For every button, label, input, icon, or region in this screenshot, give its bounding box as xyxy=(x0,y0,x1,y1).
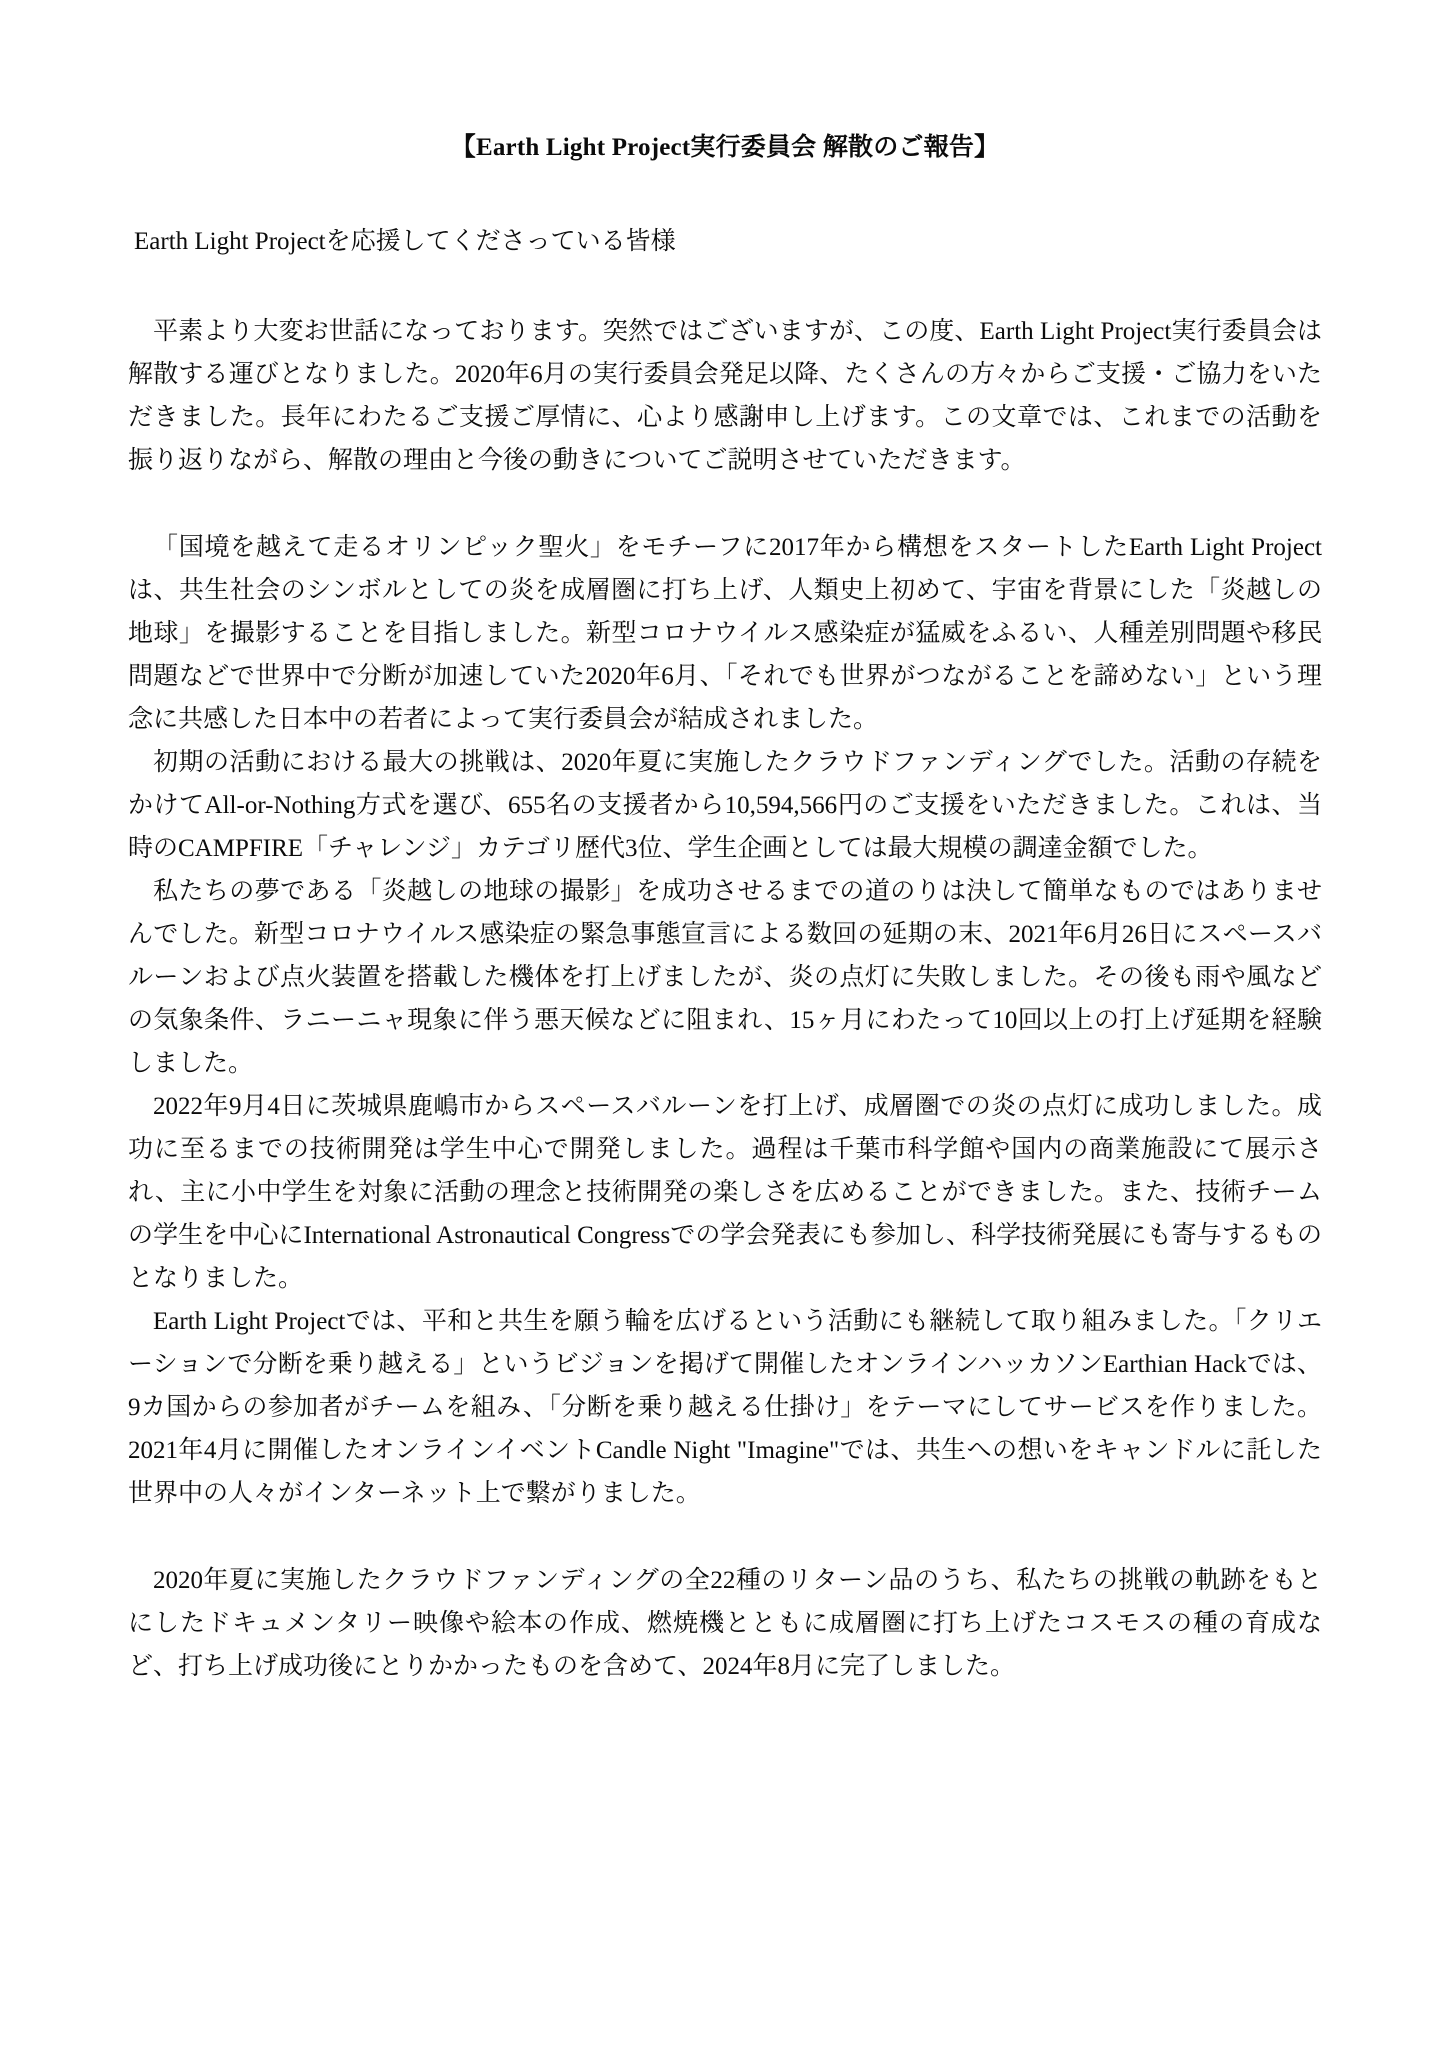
paragraph: 平素より大変お世話になっております。突然ではございますが、この度、Earth Light Project実行委員会は解散する運びとなりました。2020年6月の実行委員会発足以降、たくさんの方々からご支援・ご協力をいただきました。長年にわたるご支援ご厚情に、心より感謝申し上げます。この文章では、これまでの活動を振り返りながら、解散の理由と今後の動きについてご説明させていただきます。 xyxy=(128,317,1322,474)
paragraph: 2022年9月4日に茨城県鹿嶋市からスペースバルーンを打上げ、成層圏での炎の点灯に成功しました。成功に至るまでの技術開発は学生中心で開発しました。過程は千葉市科学館や国内の商業施設にて展示され、主に小中学生を対象に活動の理念と技術開発の楽しさを広めることができました。また、技術チームの学生を中心にInternational Astronautical Congressでの学会発表にも参加し、科学技術発展にも寄与するものとなりました。 xyxy=(128,1092,1322,1292)
page-title: 【Earth Light Project実行委員会 解散のご報告】 xyxy=(450,134,1000,161)
section-intro xyxy=(128,310,1322,482)
paragraph: 2020年夏に実施したクラウドファンディングの全22種のリターン品のうち、私たちの挑戦の軌跡をもとにしたドキュメンタリー映像や絵本の作成、燃焼機とともに成層圏に打ち上げたコスモスの種の育成など、打ち上げ成功後にとりかかったものを含めて、2024年8月に完了しました。 xyxy=(128,1566,1322,1680)
paragraph: Earth Light Projectでは、平和と共生を願う輪を広げるという活動にも継続して取り組みました。「クリエーションで分断を乗り越える」というビジョンを掲げて開催したオンラインハッカソンEarthian Hackでは、9カ国からの参加者がチームを組み、「分断を乗り越える仕掛け」をテーマにしてサービスを作りました。2021年4月に開催したオンラインイベントCandle Night "Imagine"では、共生への想いをキャンドルに託した世界中の人々がインターネット上で繋がりました。 xyxy=(128,1307,1322,1507)
paragraph: 「国境を越えて走るオリンピック聖火」をモチーフに2017年から構想をスタートしたEarth Light Projectは、共生社会のシンボルとしての炎を成層圏に打ち上げ、人類史上初めて、宇宙を背景にした「炎越しの地球」を撮影することを目指しました。新型コロナウイルス感染症が猛威をふるい、人種差別問題や移民問題などで世界中で分断が加速していた2020年6月、「それでも世界がつながることを諦めない」という理念に共感した日本中の若者によって実行委員会が結成されました。 xyxy=(128,533,1322,733)
salutation-line: Earth Light Projectを応援してくださっている皆様 xyxy=(134,228,676,255)
section-returns xyxy=(128,1559,1322,1688)
section-history xyxy=(128,526,1322,1515)
paragraph: 私たちの夢である「炎越しの地球の撮影」を成功させるまでの道のりは決して簡単なものではありませんでした。新型コロナウイルス感染症の緊急事態宣言による数回の延期の末、2021年6月26日にスペースバルーンおよび点火装置を搭載した機体を打上げましたが、炎の点灯に失敗しました。その後も雨や風などの気象条件、ラニーニャ現象に伴う悪天候などに阻まれ、15ヶ月にわたって10回以上の打上げ延期を経験しました。 xyxy=(128,877,1322,1077)
paragraph: 初期の活動における最大の挑戦は、2020年夏に実施したクラウドファンディングでした。活動の存続をかけてAll-or-Nothing方式を選び、655名の支援者から10,594,566円のご支援をいただきました。これは、当時のCAMPFIRE「チャレンジ」カテゴリ歴代3位、学生企画としては最大規模の調達金額でした。 xyxy=(128,748,1322,862)
